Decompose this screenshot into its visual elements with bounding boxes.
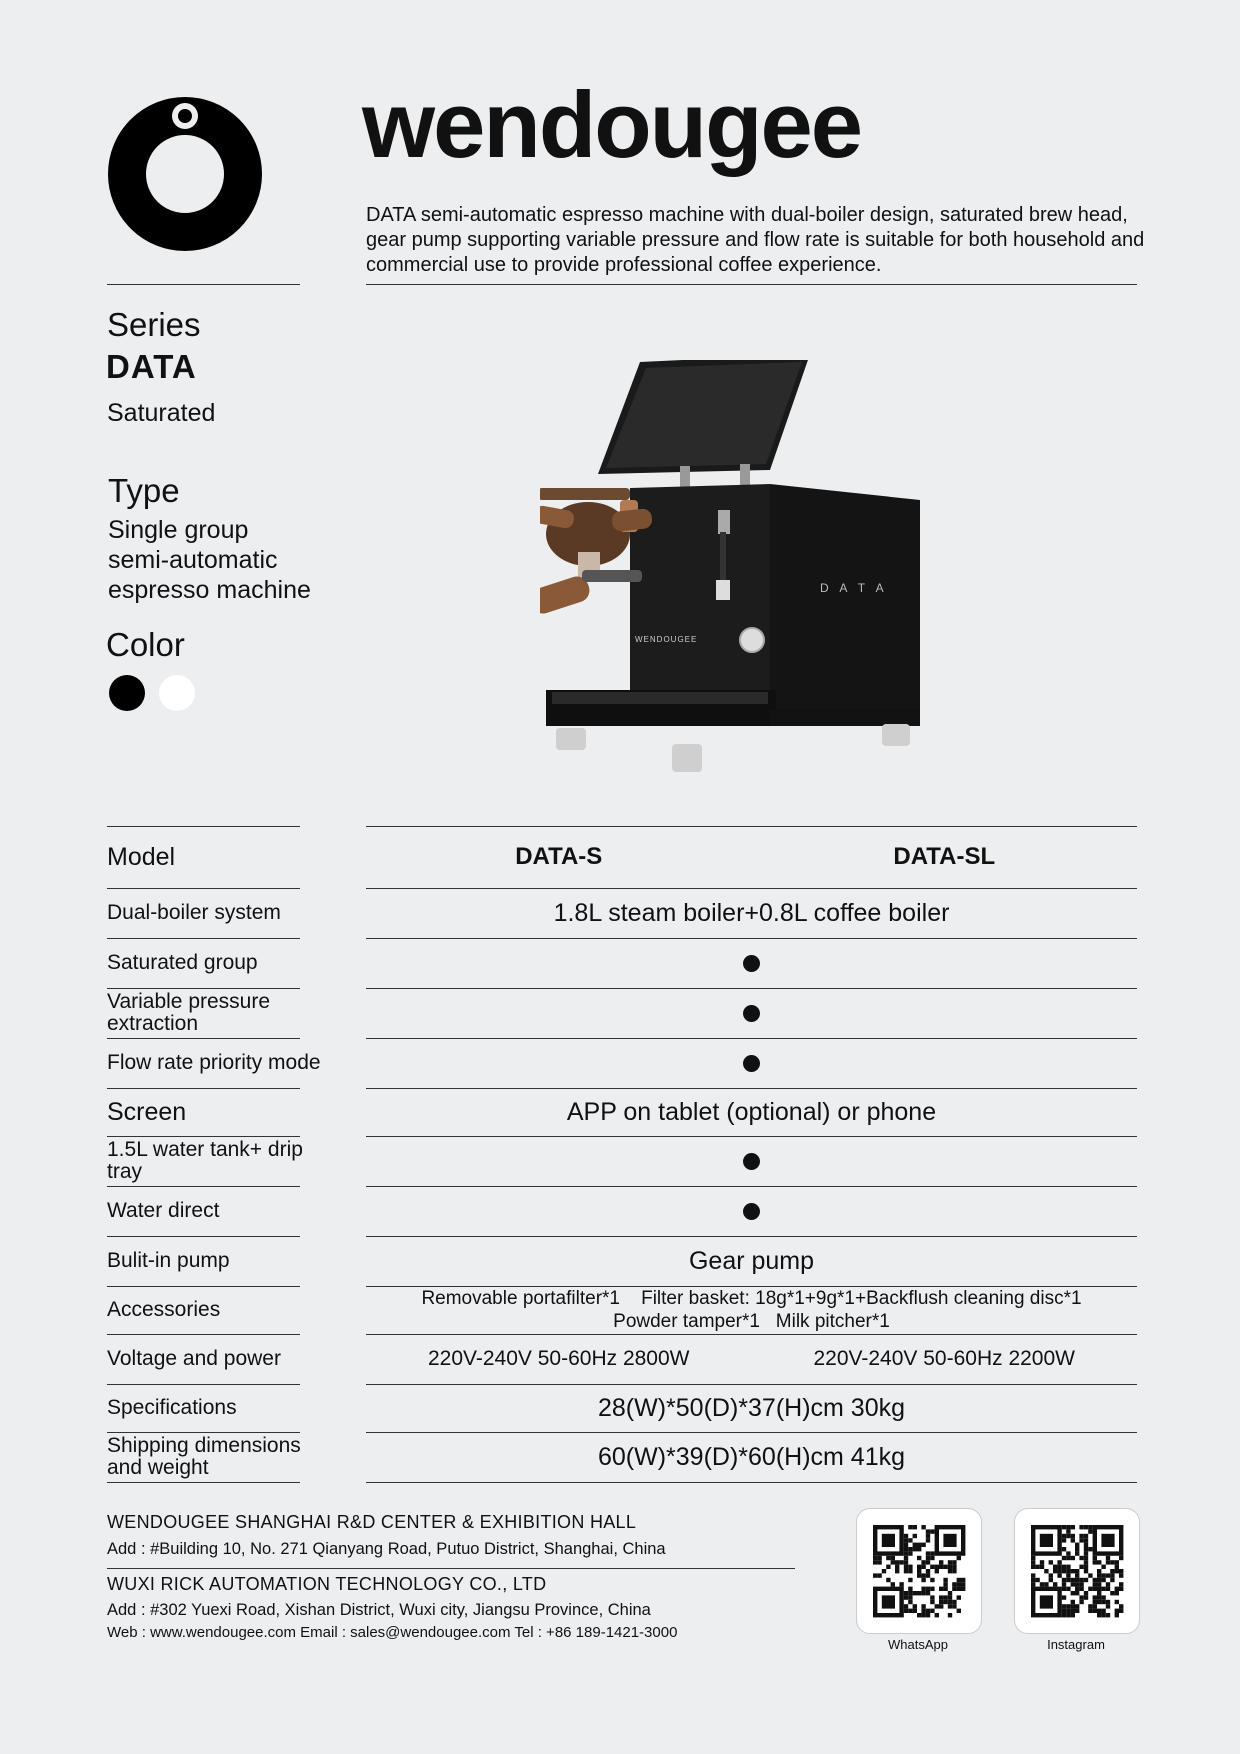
row-value-lines [366, 1286, 1137, 1334]
row-label: Dual-boiler system [107, 901, 281, 924]
espresso-machine-image [540, 360, 940, 780]
panel-text: D A T A [820, 581, 888, 595]
model-name: DATA-S [515, 843, 603, 870]
row-value: Gear pump [688, 1246, 815, 1275]
row-label: Flow rate priority mode [107, 1051, 321, 1074]
model-label: Model [107, 843, 176, 871]
series-sub: Saturated [107, 399, 216, 427]
type-line: Single group [108, 516, 249, 544]
row-value: Powder tamper*1 Milk pitcher*1 [613, 1311, 890, 1332]
row-value: 1.8L steam boiler+0.8L coffee boiler [553, 898, 950, 927]
row-label: Saturated group [107, 951, 258, 974]
row-label: Voltage and power [107, 1347, 281, 1370]
row-value-dot [366, 1186, 1137, 1236]
model-name: DATA-SL [893, 843, 996, 870]
company-title: WUXI RICK AUTOMATION TECHNOLOGY CO., LTD [107, 1574, 547, 1594]
row-label: Specifications [107, 1396, 237, 1419]
row-label: Bulit-in pump [107, 1249, 230, 1272]
included-dot-icon [743, 1203, 760, 1220]
row-label: Accessories [107, 1298, 221, 1321]
row-value-split [366, 1334, 1137, 1384]
intro-text: DATA semi-automatic espresso machine with dual-boiler design, saturated brew head, gear pump supporting variable pressure and flow rate is suitable for both household and commercial use to provide professional coffee experience. [366, 204, 1145, 276]
divider [107, 1568, 795, 1569]
center-title: WENDOUGEE SHANGHAI R&D CENTER & EXHIBITION HALL [107, 1512, 637, 1532]
table-rule [107, 1482, 300, 1483]
whatsapp-label: WhatsApp [888, 1637, 948, 1652]
divider [107, 284, 300, 285]
row-value: 60(W)*39(D)*60(H)cm 41kg [597, 1442, 906, 1471]
row-value: 28(W)*50(D)*37(H)cm 30kg [597, 1393, 906, 1422]
contact-info: Web : www.wendougee.com Email : sales@wendougee.com Tel : +86 189-1421-3000 [107, 1624, 678, 1641]
brand-wordmark: wendougee [362, 72, 862, 177]
row-value: APP on tablet (optional) or phone [566, 1097, 937, 1126]
series-name: DATA [106, 348, 197, 385]
included-dot-icon [743, 955, 760, 972]
brand-logo [107, 96, 263, 252]
color-label: Color [106, 626, 185, 663]
row-value-dot [366, 938, 1137, 988]
series-label: Series [107, 306, 201, 343]
center-address: Add : #Building 10, No. 271 Qianyang Road, Putuo District, Shanghai, China [107, 1540, 666, 1558]
row-label: Screen [107, 1098, 187, 1126]
color-swatch-white[interactable] [159, 675, 195, 711]
row-label: 1.5L water tank+ drip tray [107, 1138, 303, 1183]
qr-code-icon [857, 1509, 981, 1633]
row-value-dot [366, 1136, 1137, 1186]
included-dot-icon [743, 1005, 760, 1022]
row-label: Water direct [107, 1199, 220, 1222]
row-value-dot [366, 1038, 1137, 1088]
type-line: espresso machine [108, 576, 311, 604]
model-values [366, 826, 1137, 888]
qr-code-icon [1015, 1509, 1139, 1633]
divider [366, 284, 1137, 285]
color-swatch-black[interactable] [109, 675, 145, 711]
row-value: Removable portafilter*1 Filter basket: 18g*1+9g*1+Backflush cleaning disc*1 [421, 1288, 1082, 1309]
included-dot-icon [743, 1055, 760, 1072]
company-address: Add : #302 Yuexi Road, Xishan District, Wuxi city, Jiangsu Province, China [107, 1601, 651, 1619]
whatsapp-qr-code[interactable] [856, 1508, 982, 1634]
row-label: Shipping dimensions and weight [107, 1434, 301, 1479]
row-value: 220V-240V 50-60Hz 2200W [813, 1347, 1075, 1370]
type-description [108, 515, 311, 605]
instagram-qr-code[interactable] [1014, 1508, 1140, 1634]
type-line: semi-automatic [108, 546, 278, 574]
row-value: 220V-240V 50-60Hz 2800W [427, 1347, 690, 1370]
row-value-dot [366, 988, 1137, 1038]
table-rule [366, 1482, 1137, 1483]
front-badge: WENDOUGEE [635, 635, 698, 644]
included-dot-icon [743, 1153, 760, 1170]
type-label: Type [108, 472, 180, 509]
instagram-label: Instagram [1047, 1637, 1105, 1652]
row-label: Variable pressure extraction [107, 990, 271, 1035]
